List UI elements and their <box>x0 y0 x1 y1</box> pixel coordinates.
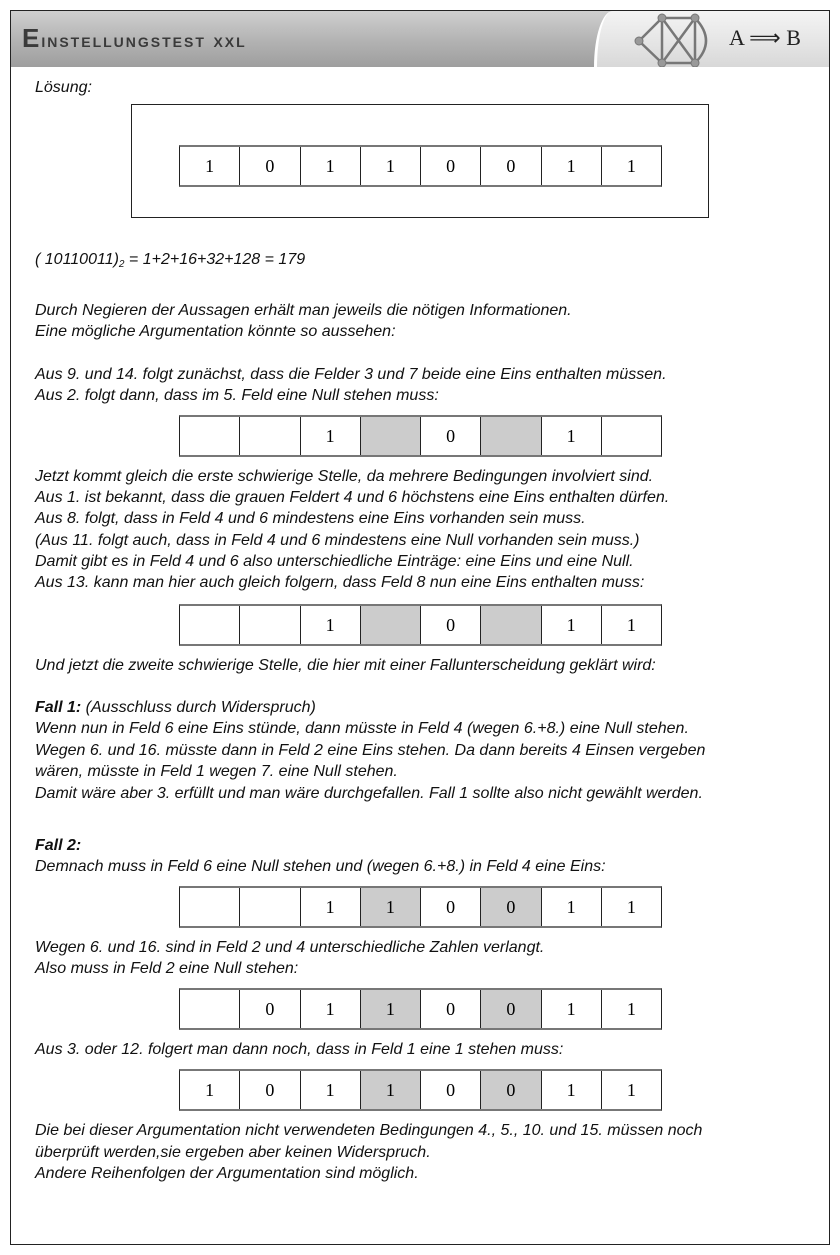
field-5: 0 <box>421 147 481 185</box>
grid-step-1 <box>179 415 662 457</box>
field-1: 1 <box>180 147 240 185</box>
closing-line-2: überprüft werden,sie ergeben aber keinen Widerspruch. <box>35 1144 431 1161</box>
field-4: 1 <box>361 990 421 1028</box>
binary-conversion: ( $10110011)_2 = 1+2+16+32+128 = 179$ <box>35 251 306 270</box>
field-6: 0 <box>481 888 541 926</box>
solution-grid <box>179 145 662 187</box>
step1-line-2: Aus 2. folgt dann, dass im 5. Feld eine Null stehen muss: <box>35 387 439 404</box>
field-4: 1 <box>361 888 421 926</box>
field-4: 1 <box>361 1071 421 1109</box>
field-5: 0 <box>421 888 481 926</box>
closing-line-1: Die bei dieser Argumentation nicht verwendeten Bedingungen 4., 5., 10. und 15. müssen noch <box>35 1122 703 1139</box>
field-5: 0 <box>421 1071 481 1109</box>
logo-formula: A ⟹ B <box>729 25 801 50</box>
field-3: 1 <box>301 606 361 644</box>
field-7: 1 <box>542 417 602 455</box>
field-3: 1 <box>301 1071 361 1109</box>
field-1 <box>180 606 240 644</box>
field-8 <box>602 417 661 455</box>
field-7: 1 <box>542 1071 602 1109</box>
field-3: 1 <box>301 888 361 926</box>
graph-icon <box>631 13 717 67</box>
field-7: 1 <box>542 606 602 644</box>
step4-line-1: Wegen 6. und 16. sind in Feld 2 und 4 unterschiedliche Zahlen verlangt. <box>35 939 545 956</box>
step2-line-3: Aus 8. folgt, dass in Feld 4 und 6 mindestens eine Eins vorhanden sein muss. <box>35 510 586 527</box>
field-6 <box>481 417 541 455</box>
field-7: 1 <box>542 888 602 926</box>
solution-label: Lösung: <box>35 79 92 96</box>
field-6: 0 <box>481 1071 541 1109</box>
grid-step-2 <box>179 604 662 646</box>
step3-line-1: Und jetzt die zweite schwierige Stelle, die hier mit einer Fallunterscheidung geklärt wird: <box>35 657 656 674</box>
case2-line-1: Demnach muss in Feld 6 eine Null stehen und (wegen 6.+8.) in Feld 4 eine Eins: <box>35 858 606 875</box>
field-2 <box>240 606 300 644</box>
field-4 <box>361 417 421 455</box>
field-2: 0 <box>240 1071 300 1109</box>
step2-line-5: Damit gibt es in Feld 4 und 6 also unterschiedliche Einträge: eine Eins und eine Null. <box>35 553 634 570</box>
step2-line-1: Jetzt kommt gleich die erste schwierige Stelle, da mehrere Bedingungen involviert sind. <box>35 468 654 485</box>
step4-line-2: Also muss in Feld 2 eine Null stehen: <box>35 960 299 977</box>
field-3: 1 <box>301 417 361 455</box>
field-2: 0 <box>240 147 300 185</box>
grid-step-3 <box>179 886 662 928</box>
field-4: 1 <box>361 147 421 185</box>
page-title: Einstellungstest xxl <box>22 23 247 53</box>
field-3: 1 <box>301 990 361 1028</box>
grid-step-5 <box>179 1069 662 1111</box>
field-8: 1 <box>602 1071 661 1109</box>
field-6: 0 <box>481 147 541 185</box>
header-banner <box>11 11 829 67</box>
field-7: 1 <box>542 990 602 1028</box>
grid-step-4 <box>179 988 662 1030</box>
field-5: 0 <box>421 417 481 455</box>
field-1 <box>180 990 240 1028</box>
field-5: 0 <box>421 606 481 644</box>
field-1: 1 <box>180 1071 240 1109</box>
intro-line-2: Eine mögliche Argumentation könnte so aussehen: <box>35 323 396 340</box>
field-8: 1 <box>602 606 661 644</box>
field-6 <box>481 606 541 644</box>
case2-heading: Fall 2: <box>35 837 82 854</box>
case1-line-1: Wenn nun in Feld 6 eine Eins stünde, dann müsste in Feld 4 (wegen 6.+8.) eine Null stehen. <box>35 720 689 737</box>
field-2 <box>240 417 300 455</box>
field-1 <box>180 888 240 926</box>
step1-line-1: Aus 9. und 14. folgt zunächst, dass die Felder 3 und 7 beide eine Eins enthalten müssen. <box>35 366 667 383</box>
field-1 <box>180 417 240 455</box>
field-5: 0 <box>421 990 481 1028</box>
field-7: 1 <box>542 147 602 185</box>
case1-line-4: Damit wäre aber 3. erfüllt und man wäre durchgefallen. Fall 1 sollte also nicht gewählt werden. <box>35 785 703 802</box>
step2-line-2: Aus 1. ist bekannt, dass die grauen Feldert 4 und 6 höchstens eine Eins enthalten dürfen. <box>35 489 670 506</box>
closing-line-3: Andere Reihenfolgen der Argumentation sind möglich. <box>35 1165 419 1182</box>
case1-line-2: Wegen 6. und 16. müsste dann in Feld 2 eine Eins stehen. Da dann bereits 4 Einsen vergeben <box>35 742 706 759</box>
field-4 <box>361 606 421 644</box>
step2-line-6: Aus 13. kann man hier auch gleich folgern, dass Feld 8 nun eine Eins enthalten muss: <box>35 574 645 591</box>
step5-line-1: Aus 3. oder 12. folgert man dann noch, dass in Feld 1 eine 1 stehen muss: <box>35 1041 564 1058</box>
field-2 <box>240 888 300 926</box>
field-8: 1 <box>602 147 661 185</box>
case1-line-3: wären, müsste in Feld 1 wegen 7. eine Null stehen. <box>35 763 398 780</box>
field-3: 1 <box>301 147 361 185</box>
field-8: 1 <box>602 888 661 926</box>
case1-heading: Fall 1: (Ausschluss durch Widerspruch) <box>35 699 316 716</box>
field-8: 1 <box>602 990 661 1028</box>
step2-line-4: (Aus 11. folgt auch, dass in Feld 4 und 6 mindestens eine Null vorhanden sein muss.) <box>35 532 640 549</box>
field-2: 0 <box>240 990 300 1028</box>
intro-line-1: Durch Negieren der Aussagen erhält man jeweils die nötigen Informationen. <box>35 302 572 319</box>
field-6: 0 <box>481 990 541 1028</box>
